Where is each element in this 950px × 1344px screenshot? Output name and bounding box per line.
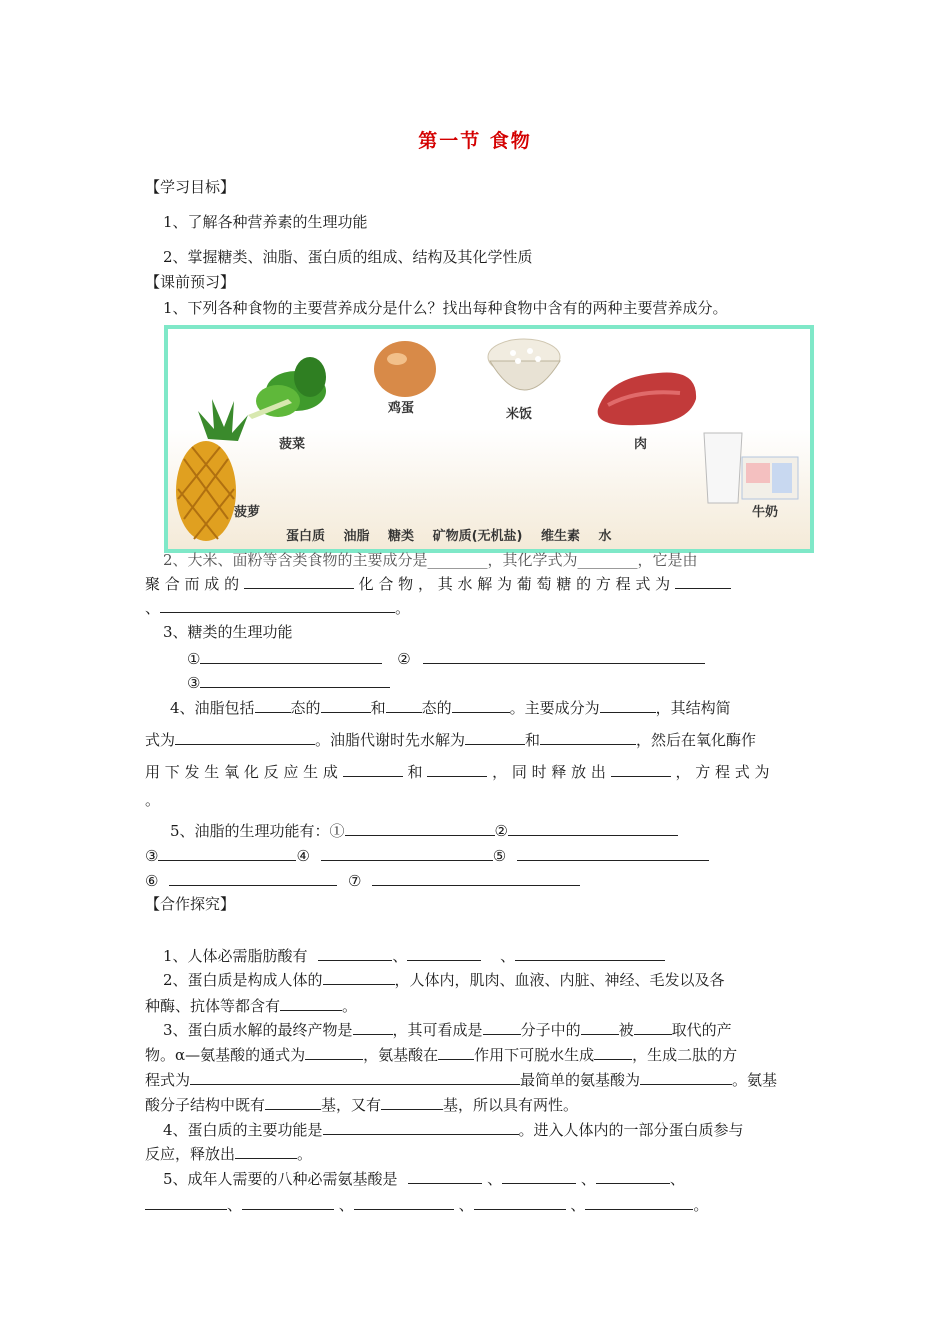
question-4-line2: 式为 。油脂代谢时先水解为 和 ，然后在氧化酶作 (145, 731, 757, 749)
blank[interactable] (483, 1019, 521, 1035)
blank[interactable] (407, 945, 481, 961)
question-2-line2: 聚 合 而 成 的 化 合 物 ， 其 水 解 为 葡 萄 糖 的 方 程 式 为 (145, 573, 731, 594)
blank[interactable] (408, 1168, 482, 1184)
blank[interactable] (438, 1044, 474, 1060)
blank[interactable] (160, 597, 395, 613)
blank[interactable] (265, 1094, 321, 1110)
blank[interactable] (465, 729, 525, 745)
blank[interactable] (474, 1194, 566, 1210)
coop-question-4-line2: 反应，释放出 。 (145, 1145, 313, 1163)
blank[interactable] (321, 697, 371, 713)
blank[interactable] (502, 1168, 576, 1184)
question-3: 3、糖类的生理功能 (163, 623, 293, 641)
blank[interactable] (145, 1194, 227, 1210)
blank[interactable] (581, 1019, 619, 1035)
food-label-milk: 牛奶 (752, 505, 779, 520)
goal-item-1: 1、了解各种营养素的生理功能 (163, 213, 368, 231)
coop-question-2-line2: 种酶、抗体等都含有 。 (145, 997, 358, 1015)
blank[interactable] (323, 969, 395, 985)
spinach-icon (248, 357, 326, 419)
blank[interactable] (508, 820, 678, 836)
coop-question-1: 1、人体必需脂肪酸有 、 、 (163, 945, 665, 966)
coop-question-4-line1: 4、蛋白质的主要功能是 。进入人体内的一部分蛋白质参与 (163, 1121, 744, 1139)
blank[interactable] (255, 697, 291, 713)
rice-bowl-icon (488, 339, 560, 390)
food-label-rice: 米饭 (506, 407, 533, 422)
question-3-blanks-a: ① ② (187, 648, 705, 669)
goal-item-2: 2、掌握糖类、油脂、蛋白质的组成、结构及其化学性质 (163, 248, 533, 266)
food-label-pineapple: 菠萝 (234, 505, 261, 520)
blank[interactable] (345, 820, 495, 836)
blank[interactable] (452, 697, 510, 713)
coop-question-3-line3: 程式为 最简单的氨基酸为 。氨基 (145, 1071, 778, 1089)
question-4-end: 。 (145, 791, 161, 809)
meat-icon (598, 373, 696, 426)
blank[interactable] (200, 648, 382, 664)
question-2-line1: 2、大米、面粉等含类食物的主要成分是________，其化学式为________，它是由 (163, 551, 698, 569)
blank[interactable] (596, 1168, 670, 1184)
blank[interactable] (354, 1194, 454, 1210)
question-4-line1: 4、油脂包括 态的 和 态的 。主要成分为 ，其结构简 (170, 699, 731, 717)
nutrient-list: 蛋白质 油脂 糖类 矿物质(无机盐) 维生素 水 (286, 529, 612, 544)
blank[interactable] (235, 1143, 297, 1159)
question-4-line3: 用 下 发 生 氧 化 反 应 生 成 和 ， 同 时 释 放 出 ， 方 程 式 为 (145, 763, 770, 781)
blank[interactable] (242, 1194, 334, 1210)
blank[interactable] (640, 1069, 732, 1085)
coop-question-3-line4: 酸分子结构中既有 基，又有 基，所以具有两性。 (145, 1096, 579, 1114)
food-label-meat: 肉 (634, 437, 648, 452)
coop-question-2-line1: 2、蛋白质是构成人体的 ，人体内，肌肉、血液、内脏、神经、毛发以及各 (163, 971, 725, 989)
question-3-blanks-b: ③ (187, 672, 390, 693)
blank[interactable] (585, 1194, 693, 1210)
blank[interactable] (318, 945, 392, 961)
blank[interactable] (427, 761, 487, 777)
blank[interactable] (305, 1044, 363, 1060)
blank[interactable] (244, 573, 354, 589)
blank[interactable] (321, 845, 493, 861)
question-2-line3: 、 。 (145, 599, 411, 617)
blank[interactable] (158, 845, 296, 861)
question-5-line2: ③ ④ ⑤ (145, 845, 709, 866)
milk-icon (704, 433, 798, 503)
blank[interactable] (675, 573, 731, 589)
blank[interactable] (634, 1019, 672, 1035)
coop-question-3-line1: 3、蛋白质水解的最终产物是 ，其可看成是 分子中的 被 取代的产 (163, 1021, 732, 1039)
question-5-line1: 5、油脂的生理功能有：① ② (170, 820, 678, 841)
blank[interactable] (169, 870, 337, 886)
preview-heading: 【课前预习】 (145, 273, 236, 291)
blank[interactable] (323, 1119, 519, 1135)
blank[interactable] (280, 995, 342, 1011)
question-1: 1、下列各种食物的主要营养成分是什么？找出每种食物中含有的两种主要营养成分。 (163, 299, 728, 317)
blank[interactable] (343, 761, 403, 777)
page-title: 第一节 食物 (418, 130, 532, 152)
goals-heading: 【学习目标】 (145, 178, 236, 196)
food-illustration (164, 325, 814, 553)
blank[interactable] (353, 1019, 393, 1035)
food-drawings (168, 329, 814, 553)
blank[interactable] (517, 845, 709, 861)
blank[interactable] (190, 1069, 520, 1085)
blank[interactable] (600, 697, 656, 713)
food-label-egg: 鸡蛋 (388, 401, 415, 416)
coop-question-5-line1: 5、成年人需要的八种必需氨基酸是 、 、 、 (163, 1170, 685, 1188)
coop-question-3-line2: 物。α—氨基酸的通式为 ，氨基酸在 作用下可脱水生成 ，生成二肽的方 (145, 1046, 738, 1064)
blank[interactable] (594, 1044, 632, 1060)
food-label-spinach: 菠菜 (279, 437, 306, 452)
coop-question-5-line2: 、 、 、 、 。 (145, 1194, 708, 1215)
blank[interactable] (611, 761, 671, 777)
blank[interactable] (423, 648, 705, 664)
blank[interactable] (200, 672, 390, 688)
blank[interactable] (515, 945, 665, 961)
egg-icon (374, 341, 436, 397)
question-5-line3: ⑥ ⑦ (145, 870, 580, 891)
blank[interactable] (175, 729, 315, 745)
blank[interactable] (540, 729, 636, 745)
blank[interactable] (386, 697, 422, 713)
blank[interactable] (381, 1094, 443, 1110)
coop-heading: 【合作探究】 (145, 895, 236, 913)
blank[interactable] (372, 870, 580, 886)
